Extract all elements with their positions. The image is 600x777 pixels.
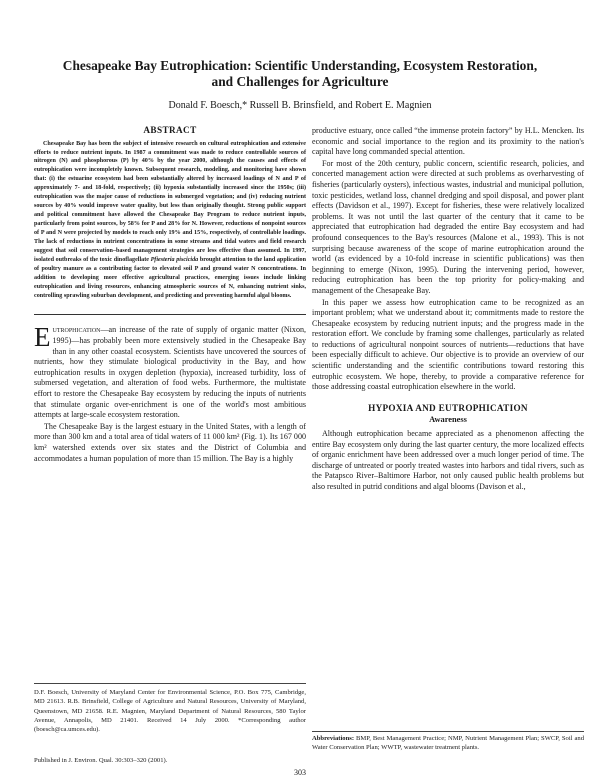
right-paragraph-3: For most of the 20th century, public concern, scientific research, policies, and concerted management action were directed at such problems as overharvesting of fisheries (particularly oysters), infectious wastes, industrial and municipal pollution, toxic pesticides, wetland loss, channel dredging and spoil disposal, and power plant effects (Davidson et al., 1997). Except for fisheries, these were relatively localized problems. It was not until the last quarter of the century that it came to be appreciated that eutrophication had degraded the entire Bay ecosystem and had profound consequences to the Bay's resources (Malone et al., 1993). This is not surprising because awareness of the scope of marine eutrophication around the world (as evidenced by a 10-fold increase in scientific publications) was then beginning to emerge (Nixon, 1995). During the intervening period, however, reducing eutrophication has been the top priority for policy-making and management of the Chesapeake Bay. bbox=[312, 158, 584, 295]
abstract-divider bbox=[34, 314, 306, 315]
abstract-text-part1: Chesapeake Bay has been the subject of intensive research on cultural eutrophication and extensive efforts to reduce nutrient inputs. In 1987 a commitment was made to reduce controllable sources of nitrogen (N) and phosphorous (P) by 40% by the year 2000, although the causes and effects of eutrophication were incompletely known. Subsequent research, modeling, and monitoring have shown that: (i) the estuarine ecosystem had been substantially altered by increased loadings of N and P of approximately 7- and 18-fold, respectively; (ii) hypoxia substantially increased since the 1950s; (iii) eutrophication was the major cause of reductions in submerged vegetation; and (iv) reducing nutrient sources by 40% would improve water quality, but less than originally thought. Strong public support and political commitment have allowed the Chesapeake Bay Program to reduce nutrient inputs, particularly from point sources, by 58% for P and 28% for N. However, reductions of nonpoint sources of P and N were projected by models to reach only 19% and 15%, respectively, of controllable loadings. The lack of reductions in nutrient concentrations in some streams and tidal waters and field research suggest that soil conservation–based management strategies are less effective than assumed. In 1997, isolated outbreaks of the toxic dinoflagellate bbox=[34, 140, 306, 263]
footnote-divider-right bbox=[312, 731, 584, 732]
intro-paragraph-1-text: —an increase of the rate of supply of organic matter (Nixon, 1995)—has probably been more extensively studied in the Chesapeake Bay than in any other coastal ecosystem. Scientists have uncovered the sources of nutrients, how they stimulate biological productivity in the Bay, and how eutrophication results in oxygen depletion (hypoxia), increased turbidity, loss of submersed vegetation, and alteration of food webs. Furthermore, the multistate effort to restore the Chesapeake Bay ecosystem by reducing the inputs of nutrients that stimulate organic over-enrichment is one of the world's most ambitious attempts at large-scale ecosystem restoration. bbox=[34, 325, 306, 420]
drop-cap: E bbox=[34, 322, 51, 353]
footnote-divider-left bbox=[34, 683, 306, 684]
publication-note: Published in J. Environ. Qual. 30:303–320 (2001). bbox=[34, 757, 168, 764]
abbreviations-footnote bbox=[312, 734, 584, 753]
page-number: 303 bbox=[294, 768, 306, 777]
abstract-species-name: Pfiesteria piscicida bbox=[150, 256, 199, 263]
left-column bbox=[34, 122, 306, 465]
abstract-text-part2: brought attention to the land application of poultry manure as a contributing factor to elevated soil P and ground water N concentrations. In addition to developing more effective agricultural practices, emerging issues include linking eutrophication and living resources, enhancing atmospheric sources of N, enhancing nutrient sinks, controlling sprawling suburban development, and predicting and preventing harmful algal blooms. bbox=[34, 256, 306, 299]
subsection-heading: Awareness bbox=[429, 415, 467, 425]
section-heading: HYPOXIA AND EUTROPHICATION bbox=[368, 402, 528, 413]
right-paragraph-4: In this paper we assess how eutrophication came to be recognized as an important problem; what we understand about it; commitments made to restore the Chesapeake ecosystem by reducing nutrient inputs; and the progress made in the restoration effort. We conclude by framing some challenges, particularly as related to reductions of agricultural nonpoint sources of nutrients—reductions that have been especially difficult to achieve. Our objective is to provide an overview of our scientific understanding and the scientific contributions toward restoring this eutrophic ecosystem. We hope, thereby, to provide a comparative reference for those addressing coastal eutrophication elsewhere in the world. bbox=[312, 297, 584, 392]
abbreviations-text: BMP, Best Management Practice; NMP, Nutrient Management Plan; SWCP, Soil and Water Conservation Plan; WWTP, wastewater treatment plants. bbox=[312, 735, 584, 752]
intro-paragraph-1 bbox=[34, 322, 306, 420]
abbreviations-label: Abbreviations: bbox=[312, 735, 355, 742]
author-list: Donald F. Boesch,* Russell B. Brinsfield, and Robert E. Magnien bbox=[168, 100, 432, 111]
abstract-heading: ABSTRACT bbox=[143, 125, 197, 135]
title-line-1: Chesapeake Bay Eutrophication: Scientific Understanding, Ecosystem Restoration, bbox=[62, 58, 538, 73]
lead-word: utrophication bbox=[52, 325, 101, 335]
article-title bbox=[40, 58, 560, 90]
affiliation-footnote: D.F. Boesch, University of Maryland Center for Environmental Science, P.O. Box 775, Cambridge, MD 21613. R.B. Brinsfield, College of Agriculture and Natural Resources, University of Maryland, Queenstown, MD 21658. R.E. Magnien, Maryland Department of Natural Resources, 580 Taylor Avenue, Annapolis, MD 21401. Received 14 July 2000. *Corresponding author (boesch@ca.umces.edu). bbox=[34, 689, 306, 734]
right-paragraph-continued: productive estuary, once called “the immense protein factory” by H.L. Mencken. Its economic and social importance to the region and its proximity to the nation's capital have long commanded special attention. bbox=[312, 126, 584, 157]
right-paragraph-5: Although eutrophication became appreciated as a phenomenon affecting the entire Bay ecosystem only during the last quarter century, the more localized effects of organic enrichment have been addressed over a much longer period of time. The discharge of untreated or poorly treated wastes into harbors and tidal rivers, such as the Patapsco River–Baltimore Harbor, not only caused public health problems but also resulted in putrid conditions and algal blooms (Davison et al., bbox=[312, 429, 584, 491]
intro-paragraph-2: The Chesapeake Bay is the largest estuary in the United States, with a length of more than 300 km and a total area of tidal waters of 11 000 km² (Fig. 1). Its 167 000 km² watershed extends over six states and the District of Columbia and accommodates a human population of more than 15 million. The Bay is a highly bbox=[34, 421, 306, 463]
right-column bbox=[312, 126, 584, 494]
title-line-2: and Challenges for Agriculture bbox=[211, 74, 389, 89]
abstract-text bbox=[34, 140, 306, 301]
